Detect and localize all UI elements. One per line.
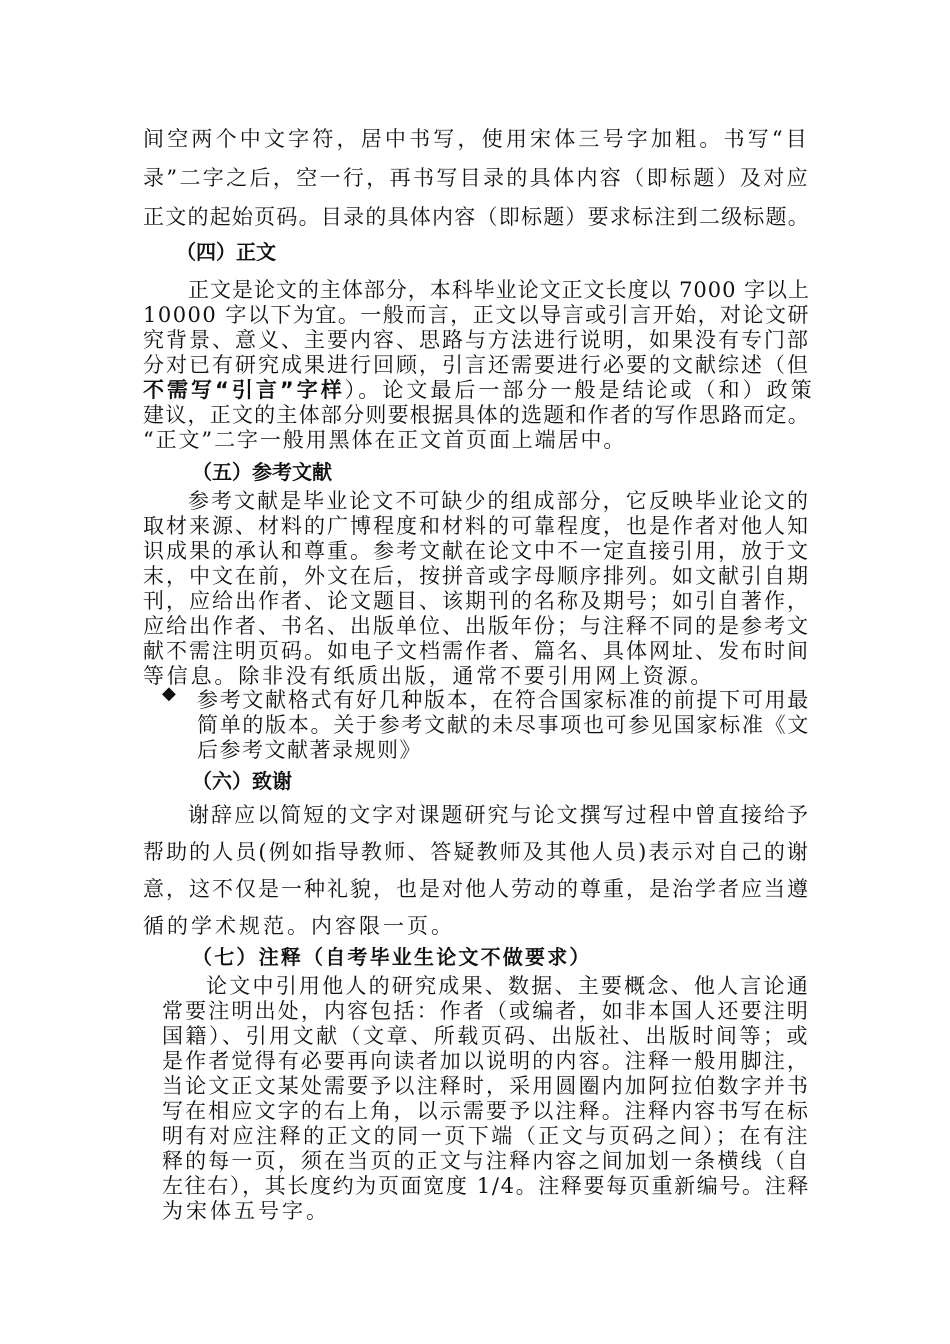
ref-line-2: 取材来源、材料的广博程度和材料的可靠程度，也是作者对他人知: [143, 514, 810, 538]
notes-line-6: 写在相应文字的右上角，以示需要予以注释。注释内容书写在标: [162, 1099, 810, 1123]
body-emphasis: 不需写“引言”字样: [143, 378, 345, 402]
ack-line-2: 帮助的人员(例如指导教师、答疑教师及其他人员)表示对自己的谢: [143, 840, 810, 864]
ack-line-3: 意，这不仅是一种礼貌，也是对他人劳动的尊重，是治学者应当遵: [143, 877, 810, 901]
diamond-bullet-icon: ◆: [162, 683, 176, 704]
notes-line-5: 当论文正文某处需要予以注释时，采用圆圈内加阿拉伯数字并书: [162, 1074, 810, 1098]
ref-line-8: 等信息。除非没有纸质出版，通常不要引用网上资源。: [143, 664, 715, 688]
notes-line-9: 左往右），其长度约为页面宽度 1/4。注释要每页重新编号。注释: [162, 1174, 810, 1198]
ref-bullet-line-3: 后参考文献著录规则》: [197, 738, 422, 762]
intro-line-3: 正文的起始页码。目录的具体内容（即标题）要求标注到二级标题。: [143, 205, 810, 229]
heading-body: （四）正文: [176, 240, 276, 264]
body-line-1: 正文是论文的主体部分，本科毕业论文正文长度以 7000 字以上: [188, 278, 810, 302]
notes-line-4: 是作者觉得有必要再向读者加以说明的内容。注释一般用脚注，: [162, 1049, 810, 1073]
body-line-4: 分对已有研究成果进行回顾，引言还需要进行必要的文献综述（但: [143, 353, 810, 377]
notes-line-1: 论文中引用他人的研究成果、数据、主要概念、他人言论通: [206, 974, 810, 998]
notes-line-3: 国籍）、引用文献（文章、所载页码、出版社、出版时间等；或: [162, 1024, 810, 1048]
body-line-2: 10000 字以下为宜。一般而言，正文以导言或引言开始，对论文研: [143, 303, 810, 327]
intro-line-1: 间空两个中文字符，居中书写，使用宋体三号字加粗。书写“目: [143, 127, 810, 151]
ack-line-4: 循的学术规范。内容限一页。: [143, 914, 455, 938]
ref-line-4: 末，中文在前，外文在后，按拼音或字母顺序排列。如文献引自期: [143, 564, 810, 588]
notes-line-7: 明有对应注释的正文的同一页下端（正文与页码之间）；在有注: [162, 1124, 810, 1148]
notes-line-8: 释的每一页，须在当页的正文与注释内容之间加划一条横线（自: [162, 1149, 810, 1173]
ref-line-5: 刊，应给出作者、论文题目、该期刊的名称及期号；如引自著作，: [143, 589, 810, 613]
body-line-7: “正文”二字一般用黑体在正文首页面上端居中。: [143, 428, 627, 452]
notes-line-10: 为宋体五号字。: [162, 1199, 330, 1223]
heading-acknowledgements: （六）致谢: [192, 769, 292, 793]
notes-line-2: 常要注明出处，内容包括：作者（或编者，如非本国人还要注明: [162, 999, 810, 1023]
ack-line-1: 谢辞应以简短的文字对课题研究与论文撰写过程中曾直接给予: [188, 803, 810, 827]
ref-line-1: 参考文献是毕业论文不可缺少的组成部分，它反映毕业论文的: [188, 489, 810, 513]
ref-line-3: 识成果的承认和尊重。参考文献在论文中不一定直接引用，放于文: [143, 539, 810, 563]
body-line-5-rest: ）。论文最后一部分一般是结论或（和）政策: [344, 378, 815, 402]
intro-line-2: 录”二字之后，空一行，再书写目录的具体内容（即标题）及对应: [143, 166, 810, 190]
heading-notes: （七）注释（自考毕业生论文不做要求）: [192, 945, 592, 969]
heading-references: （五）参考文献: [192, 460, 332, 484]
body-line-3: 究背景、意义、主要内容、思路与方法进行说明，如果没有专门部: [143, 328, 810, 352]
ref-line-7: 献不需注明页码。如电子文档需作者、篇名、具体网址、发布时间: [143, 639, 810, 663]
ref-bullet-line-2: 简单的版本。关于参考文献的未尽事项也可参见国家标准《文: [197, 713, 810, 737]
body-line-6: 建议，正文的主体部分则要根据具体的选题和作者的写作思路而定。: [143, 403, 810, 427]
ref-bullet-line-1: 参考文献格式有好几种版本，在符合国家标准的前提下可用最: [197, 688, 810, 712]
ref-line-6: 应给出作者、书名、出版单位、出版年份；与注释不同的是参考文: [143, 614, 810, 638]
